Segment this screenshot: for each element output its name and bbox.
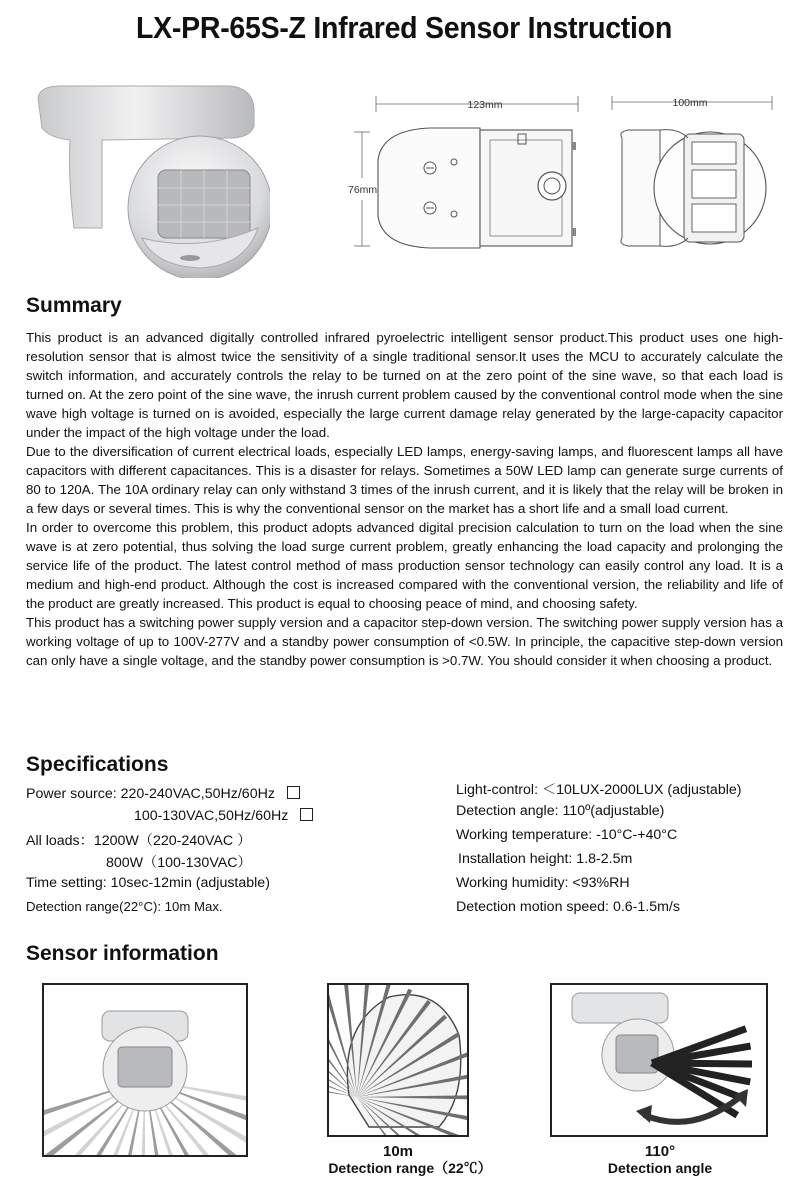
angle-graphic xyxy=(552,985,766,1135)
spec-all-loads-2: 800W（100-130VAC） xyxy=(106,855,252,871)
spec-time-setting: Time setting: 10sec-12min (adjustable) xyxy=(26,875,270,891)
summary-paragraph: This product is an advanced digitally controlled infrared pyroelectric intelligent sensor product.This product uses one high-resolution sensor that is almost twice the sensitivity of a single traditional sensor.It uses the MCU to accurately calculate the switch information, and accurately controls the relay to be turned on at the zero point of the sine wave, so that each load is turned on. At the zero point of the sine wave, the inrush current problem caused by the conventional control mode when the sine wave high voltage is turned on is avoided, especially the large current damage relay generated by the large-capacity capacitor under the impact of the high voltage under the load. xyxy=(26,330,783,440)
spec-working-temperature: Working temperature: -10°C-+40°C xyxy=(456,827,678,843)
spec-detection-angle: Detection angle: 110º(adjustable) xyxy=(456,803,665,819)
checkbox-220v[interactable] xyxy=(287,786,300,799)
detection-range-caption: Detection range（22℃） xyxy=(328,1160,492,1176)
spec-all-loads-1: All loads：1200W（220-240VAC ） xyxy=(26,833,252,849)
summary-paragraph: In order to overcome this problem, this product adopts advanced digital precision calculation to turn on the load when the sine wave is at zero potential, thus solving the load surge current problem, greatly enhancing the load capacity and prolonging the service life of the product. The latest control method of mass production sensor technology can easily control any load. It is a medium and high-end product. Although the cost is increased compared with the conventional version, the reliability and life of the product are greatly increased. This product is equal to choosing peace of mind, and choosing safety. xyxy=(26,520,783,611)
spec-detection-range: Detection range(22°C): 10m Max. xyxy=(26,899,223,914)
spec-working-humidity: Working humidity: <93%RH xyxy=(456,875,630,891)
document-title: LX-PR-65S-Z Infrared Sensor Instruction xyxy=(136,10,672,45)
height-dimension: 76mm xyxy=(348,184,378,196)
sensor-info-heading: Sensor information xyxy=(26,942,219,965)
width-dimension: 123mm xyxy=(467,99,503,111)
spec-power-source-2: 100-130VAC,50Hz/60Hz xyxy=(134,808,313,824)
detection-angle-value: 110° xyxy=(644,1143,676,1160)
dimension-drawing-top xyxy=(330,90,590,260)
summary-body xyxy=(26,328,783,670)
summary-heading: Summary xyxy=(26,294,122,317)
spec-installation-height: Installation height: 1.8-2.5m xyxy=(458,851,633,867)
coverage-pattern-graphic xyxy=(44,985,246,1155)
spec-power-source-1: Power source: 220-240VAC,50Hz/60Hz xyxy=(26,786,300,802)
summary-paragraph: Due to the diversification of current electrical loads, especially LED lamps, energy-saving lamps, and fluorescent lamps all have capacitors with different capacitances. This is a disaster for relays. Sometimes a 50W LED lamp can generate surge currents of 80 to 120A. The 10A ordinary relay can only withstand 3 times of the inrush current, and it is likely that the relay will be broken in a few days or several times. This is why the conventional sensor on the market has a short life and a small load current. xyxy=(26,444,783,516)
specifications-heading: Specifications xyxy=(26,753,169,776)
detection-range-value: 10m xyxy=(382,1143,414,1160)
checkbox-110v[interactable] xyxy=(300,808,313,821)
dimension-drawing-side xyxy=(600,88,780,258)
detection-range-image xyxy=(327,983,469,1137)
sensor-coverage-image xyxy=(42,983,248,1157)
product-photo xyxy=(30,78,270,278)
spec-light-control: Light-control: ＜10LUX-2000LUX (adjustable) xyxy=(456,782,742,798)
depth-dimension: 100mm xyxy=(672,97,708,109)
detection-angle-image xyxy=(550,983,768,1137)
detection-angle-caption: Detection angle xyxy=(607,1160,713,1176)
summary-paragraph: This product has a switching power supply version and a capacitor step-down version. The switching power supply version has a working voltage of up to 100V-277V and a standby power consumption of <0.5W. In principle, the capacitive step-down version can only have a single voltage, and the standby power consumption is >0.7W. You should consider it when choosing a product. xyxy=(26,615,783,668)
spec-detection-speed: Detection motion speed: 0.6-1.5m/s xyxy=(456,899,680,915)
range-fan-graphic xyxy=(329,985,467,1135)
